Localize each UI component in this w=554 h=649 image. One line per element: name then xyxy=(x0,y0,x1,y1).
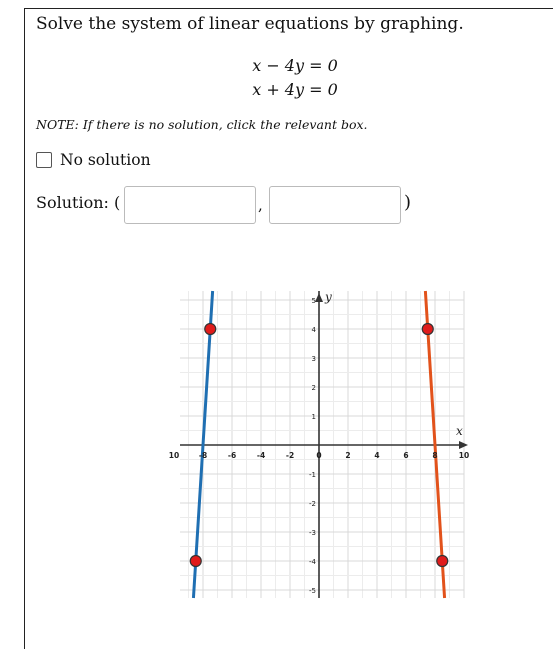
x-tick-label: 10 xyxy=(458,451,470,460)
note-text: NOTE: If there is no solution, click the relevant box. xyxy=(36,117,368,132)
question-prompt: Solve the system of linear equations by graphing. xyxy=(36,14,464,34)
y-tick-label: -4 xyxy=(309,558,316,566)
x-tick-label: 6 xyxy=(403,451,409,460)
x-tick-label: 8 xyxy=(432,451,438,460)
y-tick-label: -3 xyxy=(309,529,316,537)
y-tick-label: -2 xyxy=(309,500,316,508)
x-tick-label: -2 xyxy=(285,451,295,460)
y-tick-label: 3 xyxy=(311,355,316,363)
y-tick-label: 2 xyxy=(311,384,316,392)
y-tick-label: 4 xyxy=(311,326,316,334)
solution-comma: , xyxy=(258,196,263,214)
y-tick-label: 1 xyxy=(311,413,316,421)
x-tick-label: 10 xyxy=(168,451,180,460)
equation-1: x − 4y = 0 xyxy=(252,56,338,75)
draggable-point[interactable] xyxy=(437,556,448,567)
draggable-point[interactable] xyxy=(205,324,216,335)
x-axis-label: x xyxy=(456,424,463,438)
solution-close-paren: ) xyxy=(404,192,412,213)
y-axis-arrow-icon xyxy=(315,293,323,302)
draggable-point[interactable] xyxy=(190,556,201,567)
graph-axes xyxy=(180,291,468,598)
equation-2: x + 4y = 0 xyxy=(252,80,338,99)
x-tick-label: 2 xyxy=(345,451,351,460)
x-tick-label: 0 xyxy=(316,451,322,460)
y-tick-label: 5 xyxy=(311,297,316,305)
y-tick-label: -5 xyxy=(309,587,316,595)
x-tick-label: -4 xyxy=(256,451,266,460)
y-tick-label: -1 xyxy=(309,471,316,479)
no-solution-label: No solution xyxy=(60,151,151,169)
x-tick-label: -6 xyxy=(227,451,237,460)
x-tick-label: -8 xyxy=(198,451,208,460)
x-tick-label: 4 xyxy=(374,451,380,460)
y-axis-label: y xyxy=(325,290,332,304)
draggable-point[interactable] xyxy=(422,324,433,335)
solution-label: Solution: ( xyxy=(36,193,121,212)
